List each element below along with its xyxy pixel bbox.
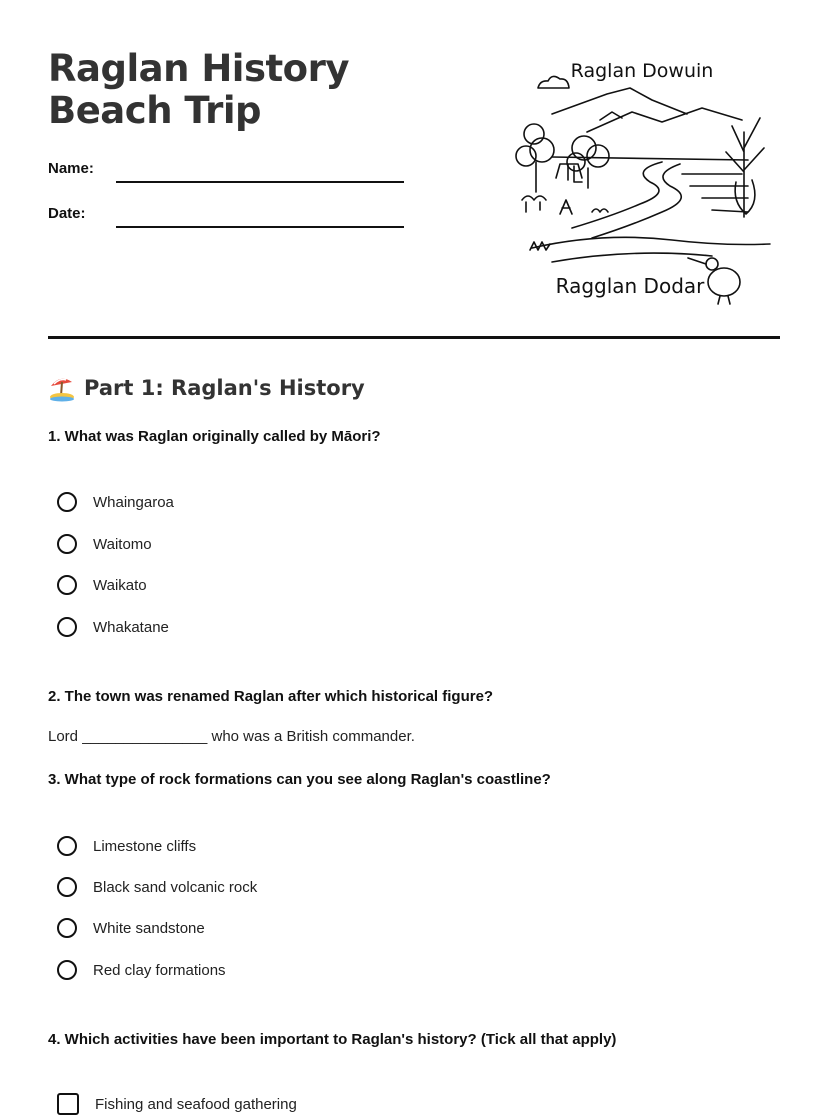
option-label: Whakatane [93, 618, 169, 636]
cloud-icon [538, 76, 569, 88]
question-2: 2. The town was renamed Raglan after which historical figure? [48, 688, 494, 705]
radio-button[interactable] [57, 918, 77, 938]
option-label: White sandstone [93, 919, 205, 937]
q3-option[interactable] [57, 918, 205, 938]
radio-button[interactable] [57, 534, 77, 554]
date-field[interactable] [116, 226, 404, 228]
option-label: Waikato [93, 576, 147, 594]
question-3: 3. What type of rock formations can you see along Raglan's coastline? [48, 771, 551, 788]
option-label: Whaingaroa [93, 493, 174, 511]
q2-fill-in-blank[interactable]: Lord _______________ who was a British commander. [48, 728, 415, 745]
checkbox[interactable] [57, 1093, 79, 1115]
name-label: Name: [48, 160, 94, 177]
radio-button[interactable] [57, 617, 77, 637]
radio-button[interactable] [57, 492, 77, 512]
name-field[interactable] [116, 181, 404, 183]
option-label: Waitomo [93, 535, 152, 553]
option-label: Red clay formations [93, 961, 226, 979]
option-label: Fishing and seafood gathering [95, 1095, 297, 1113]
q1-option[interactable] [57, 575, 147, 595]
q1-option[interactable] [57, 534, 152, 554]
q4-option[interactable] [57, 1093, 297, 1115]
radio-button[interactable] [57, 575, 77, 595]
part1-heading [48, 374, 365, 402]
question-4: 4. Which activities have been important to Raglan's history? (Tick all that apply) [48, 1031, 617, 1048]
radio-button[interactable] [57, 836, 77, 856]
q3-option[interactable] [57, 960, 226, 980]
q1-option[interactable] [57, 617, 169, 637]
section-divider [48, 336, 780, 339]
radio-button[interactable] [57, 960, 77, 980]
option-label: Limestone cliffs [93, 837, 197, 855]
date-label: Date: [48, 205, 86, 222]
radio-button[interactable] [57, 877, 77, 897]
illustration-top-caption: Raglan Dowuin [570, 60, 714, 82]
q1-option[interactable] [57, 492, 174, 512]
raglan-landscape-illustration [512, 52, 774, 310]
option-label: Black sand volcanic rock [93, 878, 258, 896]
question-1: 1. What was Raglan originally called by Māori? [48, 428, 381, 445]
beach-umbrella-icon [48, 374, 76, 402]
illustration-bottom-caption: Ragglan Dodar [555, 274, 705, 298]
q3-option[interactable] [57, 877, 257, 897]
part1-heading-text: Part 1: Raglan's History [84, 376, 365, 400]
worksheet-title: Raglan History Beach Trip [48, 47, 349, 132]
q3-option[interactable] [57, 836, 196, 856]
